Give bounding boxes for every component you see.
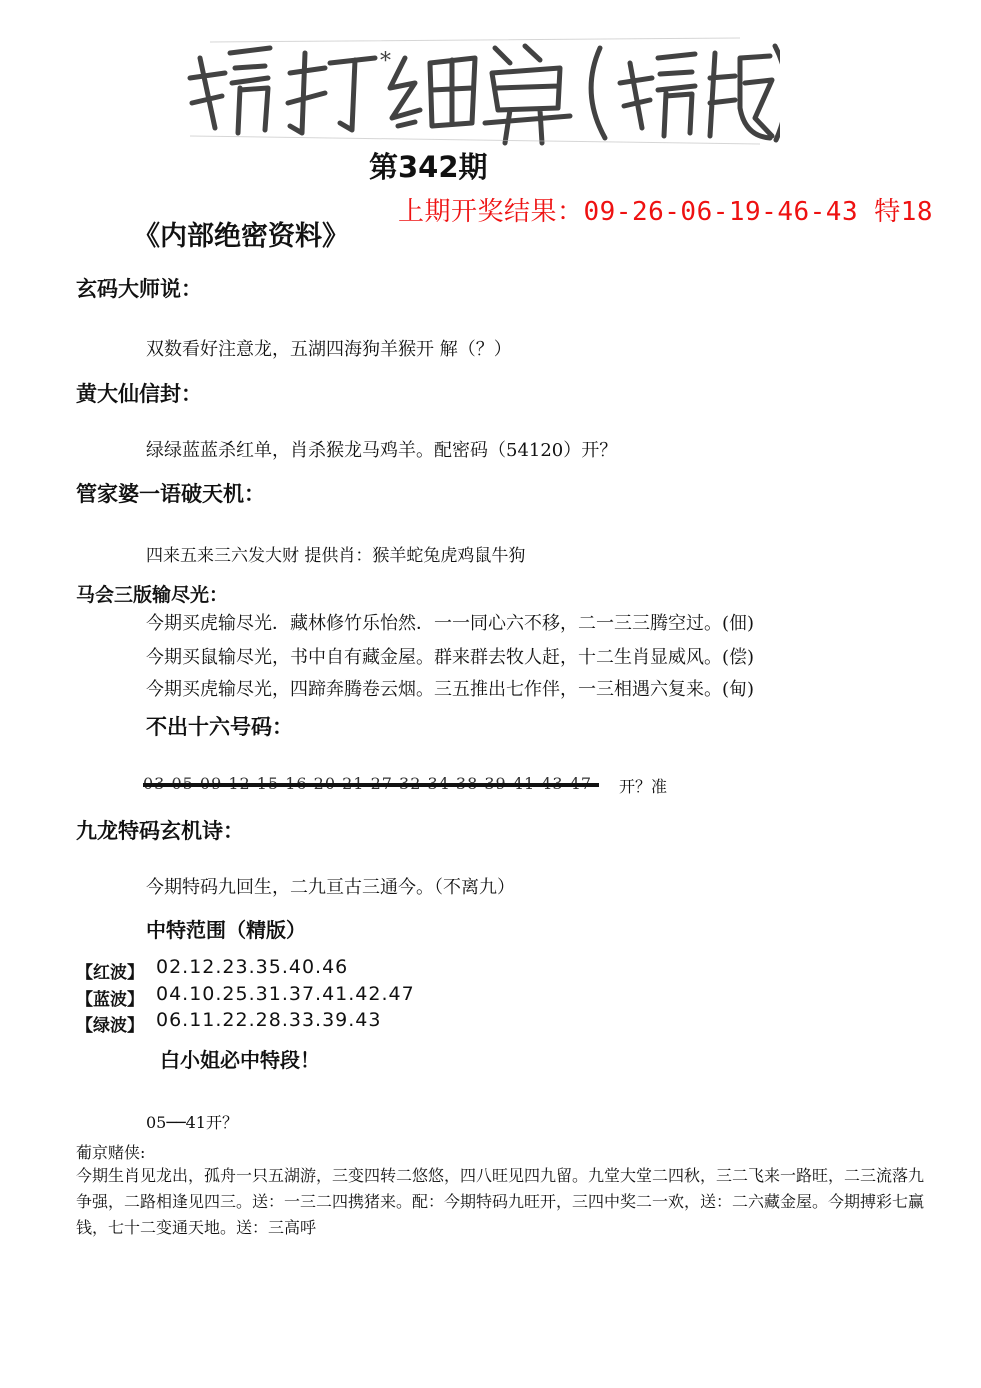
jiulong-text: 今期特码九回生，二九亘古三通今。（不离九）	[146, 877, 515, 898]
issue-number: 第342期	[369, 150, 488, 184]
mahui-line-1: 今期买虎输尽光．藏林修竹乐怡然．一一同心六不移，二一三三腾空过。(佃)	[146, 613, 755, 634]
huang-text: 绿绿蓝蓝杀红单，肖杀猴龙马鸡羊。配密码（54120）开？	[146, 440, 618, 461]
pujing-paragraph: 今期生肖见龙出，孤舟一只五湖游，三变四转二悠悠，四八旺见四九留。九堂大堂二四秋，三二飞来一路旺，二三流落九争强，二路相逢见四三。送：一三二四携猪来。配：今期特码九旺开，三四中奖二一欢，送：二六藏金屋。今期搏彩七赢钱，七十二变通天地。送：三高呼	[76, 1166, 925, 1237]
bai-text: 05──41开？	[146, 1113, 238, 1132]
buchu-suffix: 开？准	[619, 777, 668, 796]
wave-numbers-green: 06.11.22.28.33.39.43	[156, 1009, 382, 1031]
guanjia-text: 四来五来三六发大财 提供肖：猴羊蛇兔虎鸡鼠牛狗	[146, 546, 526, 566]
section-title-pujing: 葡京赌侠:	[76, 1143, 146, 1162]
mahui-line-2: 今期买鼠输尽光，书中自有藏金屋。群来群去牧人赶，十二生肖显威风。(偿)	[146, 647, 755, 668]
section-title-huang: 黄大仙信封：	[76, 381, 202, 406]
section-title-bai: 白小姐必中特段！	[160, 1048, 320, 1072]
section-title-guanjia: 管家婆一语破天机：	[76, 481, 265, 506]
wave-label-red: 【红波】	[76, 963, 144, 983]
xuanma-text: 双数看好注意龙，五湖四海狗羊猴开 解（？）	[146, 339, 512, 360]
section-title-jiulong: 九龙特码玄机诗：	[76, 818, 244, 843]
last-draw-result: 上期开奖结果：09-26-06-19-46-43 特18	[398, 197, 934, 227]
strikethrough-line	[143, 783, 599, 787]
main-heading: 《内部绝密资料》	[133, 221, 349, 252]
section-title-mahui: 马会三版输尽光：	[76, 584, 229, 606]
wave-numbers-red: 02.12.23.35.40.46	[156, 956, 349, 978]
mahui-line-3: 今期买虎输尽光，四蹄奔腾卷云烟。三五推出七作伴，一三相遇六复来。(甸)	[146, 679, 755, 700]
section-title-xuanma: 玄码大师说：	[76, 276, 202, 301]
section-title-buchu: 不出十六号码：	[146, 714, 293, 739]
section-title-range: 中特范围（精版）	[146, 918, 306, 942]
title-artwork	[180, 18, 780, 148]
wave-label-green: 【绿波】	[76, 1016, 144, 1036]
wave-label-blue: 【蓝波】	[76, 990, 144, 1010]
svg-text:*: *	[380, 49, 391, 74]
wave-numbers-blue: 04.10.25.31.37.41.42.47	[156, 983, 415, 1005]
